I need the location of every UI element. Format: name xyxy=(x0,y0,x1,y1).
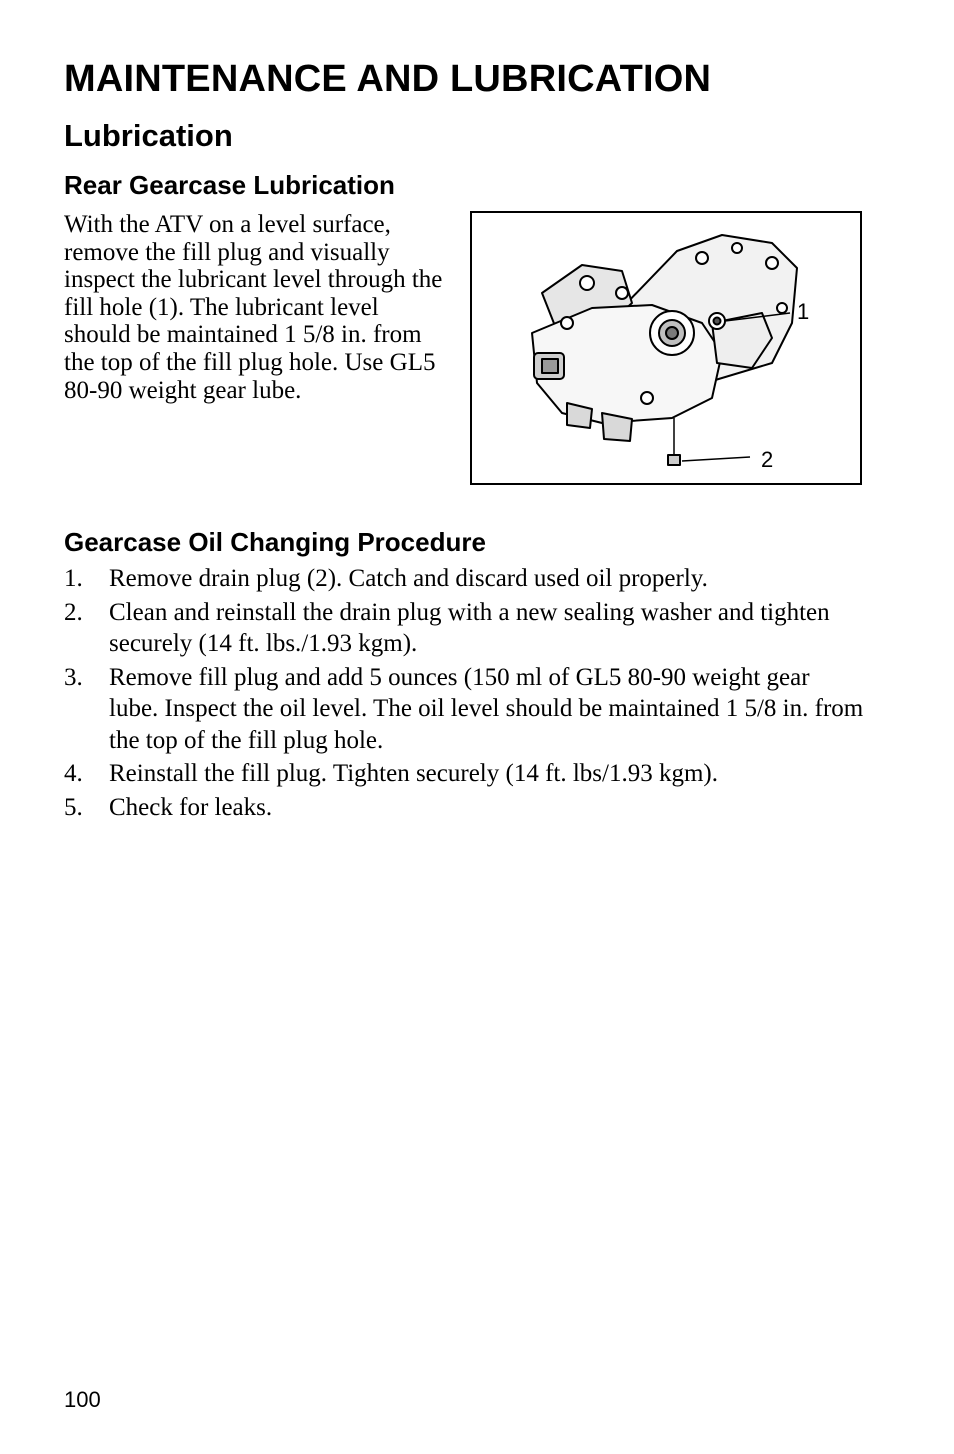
step-number: 4. xyxy=(64,760,83,787)
oil-change-steps xyxy=(64,563,864,825)
page-number: 100 xyxy=(64,1387,101,1412)
step-text: Reinstall the fill plug. Tighten securely (14 ft. lbs/1.93 kgm). xyxy=(109,760,718,787)
step-text: Clean and reinstall the drain plug with a new sealing washer and tighten securely (14 ft. lbs./1.93 kgm). xyxy=(109,598,830,657)
list-item xyxy=(64,662,864,757)
callout-fill-hole: 1 xyxy=(797,299,810,324)
gearcase-illustration xyxy=(472,213,860,483)
step-number: 1. xyxy=(64,565,83,592)
rear-gearcase-paragraph: With the ATV on a level surface, remove the fill plug and visually inspect the lubricant level through the fill hole (1). The lubricant level should be maintained 1 5/8 in. from the top of the fill plug hole. Use GL5 80-90 weight gear lube. xyxy=(64,211,443,404)
list-item xyxy=(64,563,864,595)
list-item xyxy=(64,792,864,824)
list-item xyxy=(64,597,864,660)
step-text: Remove drain plug (2). Catch and discard used oil properly. xyxy=(109,565,708,592)
section-title: Lubrication xyxy=(64,118,233,153)
step-text: Remove fill plug and add 5 ounces (150 ml of GL5 80-90 weight gear lube. Inspect the oil level. The oil level should be maintained 1 5/8 in. from the top of the fill plug hole. xyxy=(109,663,864,754)
oil-change-heading: Gearcase Oil Changing Procedure xyxy=(64,527,486,557)
list-item xyxy=(64,758,864,790)
step-text: Check for leaks. xyxy=(109,793,273,821)
rear-gearcase-heading: Rear Gearcase Lubrication xyxy=(64,170,395,200)
gearcase-figure xyxy=(470,211,862,485)
step-number: 2. xyxy=(64,598,83,626)
step-number: 3. xyxy=(64,663,83,691)
page-title: MAINTENANCE AND LUBRICATION xyxy=(64,58,712,100)
callout-drain-plug: 2 xyxy=(761,447,774,472)
step-number: 5. xyxy=(64,793,83,821)
